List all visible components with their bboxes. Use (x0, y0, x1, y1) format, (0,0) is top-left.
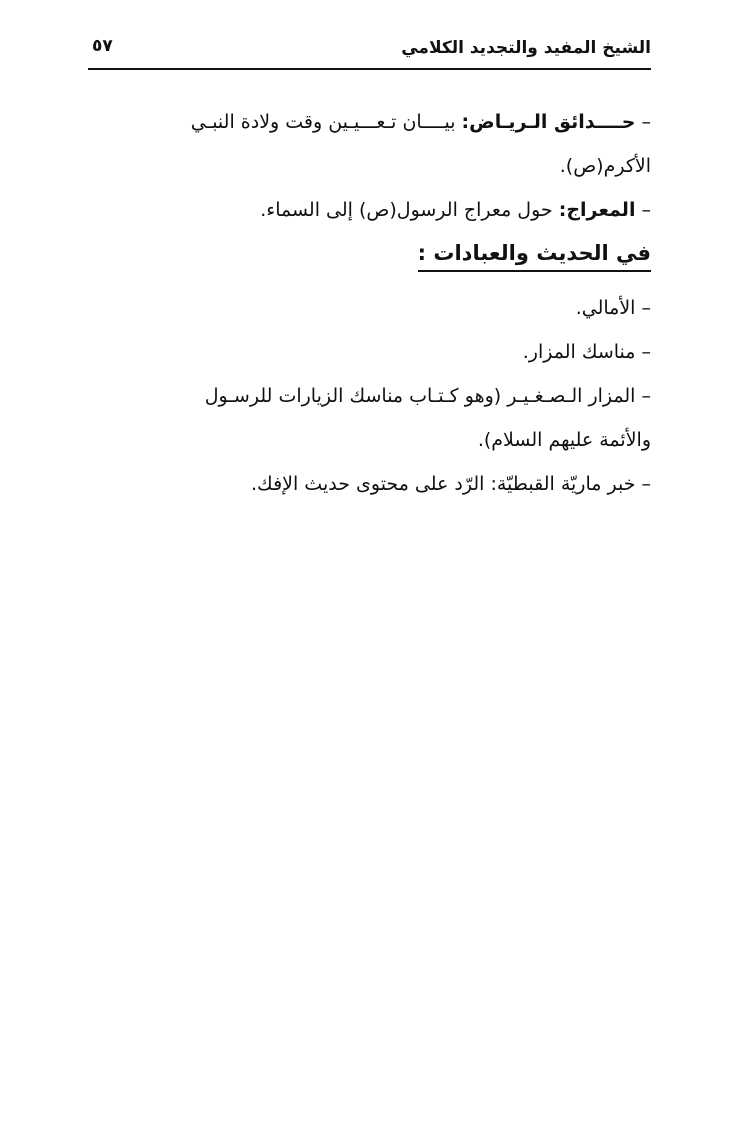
item-text: الأمالي. (575, 297, 636, 319)
list-dash: – (635, 385, 651, 407)
item-title: حــــدائق الـريـاض: (461, 111, 636, 133)
running-title: الشيخ المفيد والتجديد الكلامي (401, 38, 651, 58)
item-text: حول معراج الرسول(ص) إلى السماء. (260, 199, 559, 221)
item-text: المزار الـصـغـيـر (وهو كـتـاب مناسك الزيارات للرسـول (204, 385, 636, 407)
page-body (88, 100, 651, 506)
list-item-al-miraj (88, 188, 651, 232)
section-heading-wrap (88, 232, 651, 286)
list-item-al-mazar-al-saghir (88, 374, 651, 462)
page-number: ٥٧ (92, 36, 113, 56)
list-dash: – (635, 199, 651, 221)
item-text: بيــــان تـعـــيـين وقت ولادة النبـي (190, 111, 462, 133)
list-dash: – (635, 111, 651, 133)
list-dash: – (635, 341, 651, 363)
item-text: خبر ماريّة القبطيّة: الرّد على محتوى حديث الإفك. (251, 473, 636, 495)
list-item-khabar-mariya (88, 462, 651, 506)
list-dash: – (635, 297, 651, 319)
section-heading: في الحديث والعبادات : (418, 236, 651, 272)
list-item-al-amali (88, 286, 651, 330)
page-header (88, 34, 651, 70)
list-dash: – (635, 473, 651, 495)
list-item-hadaiq-al-riyad (88, 100, 651, 188)
item-text: مناسك المزار. (522, 341, 636, 363)
item-title: المعراج: (558, 199, 636, 221)
item-text-continuation: الأكرم(ص). (559, 155, 651, 177)
list-item-manasik-al-mazar (88, 330, 651, 374)
item-text-continuation: والأئمة عليهم السلام). (477, 429, 651, 451)
